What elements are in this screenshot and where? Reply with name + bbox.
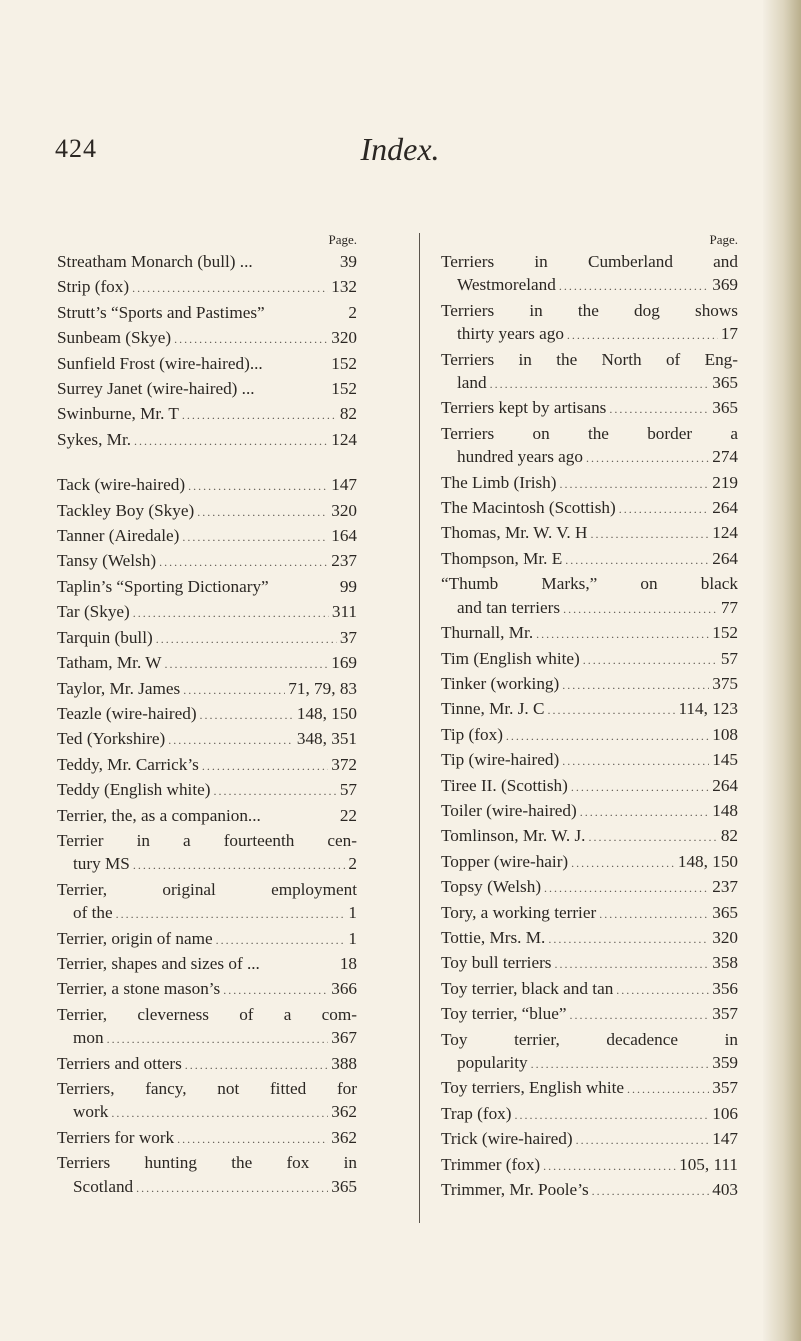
index-entry-term: Tackley Boy (Skye) [57,500,195,520]
index-entry-page: 145 [712,750,738,770]
index-entry-page: 237 [712,877,738,897]
leader-dots [132,277,328,300]
leader-dots [559,275,709,298]
index-entry-term: Terrier, origin of name [57,928,213,948]
index-entry-term: Toiler (wire-haired) [441,800,577,820]
index-entry-first-line: “Thumb Marks,” on black [441,574,738,594]
index-entry-page: 37 [339,627,357,647]
index-entry-term: Terrier, the, as a companion... [57,805,261,825]
index-entry-page: 367 [331,1028,357,1048]
index-entry-page: 320 [331,328,357,348]
index-entry-term: Streatham Monarch (bull) ... [57,252,253,271]
leader-dots [182,526,328,549]
index-entry-page: 264 [712,775,738,795]
index-entry [441,799,738,824]
index-entry-page: 369 [712,275,738,295]
index-entry [441,824,738,849]
index-entry-term: Trap (fox) [441,1103,512,1123]
index-entry-page: 365 [331,1176,357,1196]
index-entry [57,1126,357,1151]
index-entry-page: 2 [348,854,357,874]
index-entry-term: Sunfield Frost (wire-haired)... [57,353,263,373]
leader-dots [159,551,328,574]
index-entry-term: thirty years ago [457,324,564,344]
index-entry [441,521,738,546]
index-entry-page: 237 [331,551,357,571]
index-entry [57,499,357,524]
index-entry-term: Sykes, Mr. [57,429,132,449]
index-entry [57,352,357,377]
index-entry-page: 365 [712,902,738,922]
index-entry-term: Thurnall, Mr. [441,623,534,643]
index-entry [57,428,357,453]
leader-dots [177,1128,328,1151]
index-entry-term: Tory, a working terrier [441,902,597,922]
index-entry [441,672,738,697]
index-entry-term: Trimmer, Mr. Poole’s [441,1180,589,1200]
leader-dots [202,755,328,778]
leader-dots [590,523,709,546]
index-entry-page: 39 [339,252,357,271]
index-entry-page: 57 [339,780,357,800]
leader-dots [168,729,294,752]
index-entry-term: Teazle (wire-haired) [57,703,197,723]
leader-dots [107,1028,329,1051]
leader-dots [174,328,328,351]
leader-dots [134,430,328,453]
leader-dots [627,1078,709,1101]
index-entry [57,804,357,829]
index-entry-first-line: Terriers in the dog shows [441,300,738,320]
index-entry-page: 148 [712,800,738,820]
index-entry-term: tury MS [73,854,130,874]
leader-dots [536,623,709,646]
leader-dots [133,854,346,877]
page-edge-shadow [763,0,801,1341]
index-entry-term: Trimmer (fox) [441,1154,541,1174]
index-entry [57,1077,357,1126]
leader-dots [490,373,710,396]
index-entry [57,377,357,402]
index-entry-page: 358 [712,953,738,973]
index-entry-term: Toy terriers, English white [441,1078,625,1098]
index-entry-page: 148, 150 [296,703,357,723]
index-entry [441,1002,738,1027]
leader-dots [554,953,709,976]
leader-dots [583,649,718,672]
leader-dots [182,404,337,427]
index-entry [441,1178,738,1203]
index-entry-first-line: Terriers in Cumberland and [441,252,738,271]
index-entry-term: Toy terrier, “blue” [441,1004,567,1024]
leader-dots [547,699,675,722]
index-entry-term: The Limb (Irish) [441,472,557,492]
index-entry-page: 403 [712,1180,738,1200]
index-entry [441,1028,738,1077]
index-entry-first-line: Terriers in the North of Eng- [441,349,738,369]
index-entry-term: Terriers kept by artisans [441,398,607,418]
index-entry-page: 105, 111 [679,1154,738,1174]
leader-dots [116,903,346,926]
leader-dots [183,679,285,702]
index-entry-page: 82 [720,826,738,846]
index-entry-page: 147 [331,475,357,495]
index-entry [441,422,738,471]
leader-dots [197,501,328,524]
leader-dots [223,979,328,1002]
index-entry [57,549,357,574]
index-entry-page: 365 [712,398,738,418]
index-entry-term: Toy bull terriers [441,953,552,973]
leader-dots [592,1180,710,1203]
index-entry [441,951,738,976]
index-entry-term: Tatham, Mr. W [57,653,162,673]
index-entry [441,723,738,748]
index-entry [57,1003,357,1052]
index-entry-term: Teddy, Mr. Carrick’s [57,754,199,774]
index-entry-term: Toy terrier, black and tan [441,978,614,998]
index-entry [441,1076,738,1101]
leader-dots [543,1155,676,1178]
index-entry [441,621,738,646]
index-entry [57,651,357,676]
index-entry-page: 388 [331,1053,357,1073]
index-entry [57,878,357,927]
leader-dots [164,653,328,676]
leader-dots [544,877,709,900]
index-entry-page: 365 [712,373,738,393]
index-entry [441,1127,738,1152]
index-entry-page: 264 [712,498,738,518]
index-entry [57,301,357,326]
index-entry-term: Tarquin (bull) [57,627,153,647]
index-entry-page: 348, 351 [296,729,357,749]
index-entry-page: 124 [331,429,357,449]
index-entry [441,774,738,799]
leader-dots [562,750,709,773]
leader-dots [133,602,329,625]
index-entry [441,926,738,951]
index-entry-term: Terriers for work [57,1127,175,1147]
index-entry-page: 17 [720,324,738,344]
index-entry [441,748,738,773]
index-entry [441,471,738,496]
index-entry [441,396,738,421]
index-entry-term: Scotland [73,1176,134,1196]
index-entry-term: Tar (Skye) [57,602,130,622]
running-title: Index. [360,131,440,167]
index-entry-term: Topsy (Welsh) [441,877,542,897]
leader-dots [571,776,709,799]
index-entry-term: The Macintosh (Scottish) [441,498,616,518]
index-entry [441,250,738,299]
index-entry [57,1052,357,1077]
index-entry-term: Tinne, Mr. J. C [441,699,545,719]
leader-dots [188,475,328,498]
index-entry-page: 372 [331,754,357,774]
index-entry-page: 357 [712,1078,738,1098]
index-entry [57,952,357,977]
leader-dots [185,1054,328,1077]
index-entry-first-line: Toy terrier, decadence in [441,1029,738,1049]
index-entry-term: Tansy (Welsh) [57,551,157,571]
index-entry-page: 1 [348,903,357,923]
index-entry-page: 2 [348,302,357,322]
page-column-label: Page. [328,232,357,247]
leader-dots [216,929,346,952]
index-entry-term: Terriers and otters [57,1053,182,1073]
index-entry-page: 375 [712,673,738,693]
index-entry [57,927,357,952]
index-entry [57,778,357,803]
index-entry-page: 152 [331,379,357,399]
index-entry [441,977,738,1002]
index-entry-term: mon [73,1028,104,1048]
index-column-right [441,218,738,1203]
index-entry-page: 320 [331,500,357,520]
index-entry [57,677,357,702]
index-entry [57,753,357,778]
index-entry-page: 124 [712,523,738,543]
leader-dots [560,473,710,496]
index-entry-term: Strip (fox) [57,277,130,297]
index-entry-term: Tim (English white) [441,648,580,668]
index-entries-left [57,250,357,1200]
index-entry [441,299,738,348]
leader-dots [599,903,709,926]
leader-dots [616,979,709,1002]
index-entry-first-line: Terriers, fancy, not fitted for [57,1079,357,1098]
index-entry [441,348,738,397]
index-entry-term: Taplin’s “Sporting Dictionary” [57,576,269,596]
index-entry-page: 320 [712,927,738,947]
page-column-label: Page. [709,232,738,247]
index-entry-page: 77 [720,597,738,617]
index-entry [441,496,738,521]
index-entry [441,647,738,672]
index-entry-page: 152 [331,353,357,373]
index-entry-page: 169 [331,653,357,673]
index-entry [57,402,357,427]
index-entry [441,901,738,926]
index-entry-page: 356 [712,978,738,998]
leader-dots [609,398,709,421]
leader-dots [515,1104,710,1127]
leader-dots [580,801,709,824]
leader-dots [136,1177,328,1200]
leader-dots [576,1129,710,1152]
leader-dots [213,780,336,803]
leader-dots [200,704,294,727]
index-entries-right [441,250,738,1203]
index-entry [57,524,357,549]
index-entry [57,326,357,351]
leader-dots [588,826,717,849]
index-column-left [57,218,357,1200]
index-entry-page: 99 [339,576,357,596]
index-entry-page: 114, 123 [678,699,738,719]
section-gap [57,453,357,473]
index-entry-term: and tan terriers [457,597,561,617]
index-entry-page: 359 [712,1053,738,1072]
index-entry [57,250,357,275]
index-entry-first-line: Terriers on the border a [441,423,738,443]
index-entry-term: Tinker (working) [441,673,560,693]
index-entry-term: Tack (wire-haired) [57,475,186,495]
index-entry-first-line: Terriers hunting the fox in [57,1153,357,1173]
index-entry [57,575,357,600]
index-entry-page: 152 [712,623,738,643]
index-entry [441,1102,738,1127]
index-entry-term: Topper (wire-hair) [441,851,569,871]
index-entry-first-line: Terrier, cleverness of a com- [57,1004,357,1024]
index-entry-term: Thomas, Mr. W. V. H [441,523,588,543]
index-entry-page: 362 [331,1127,357,1147]
leader-dots [548,928,709,951]
index-entry-term: Tomlinson, Mr. W. J. [441,826,586,846]
index-entry-term: Strutt’s “Sports and Pastimes” [57,302,265,322]
index-entry-term: Tottie, Mrs. M. [441,927,546,947]
index-entry-term: Trick (wire-haired) [441,1129,573,1149]
leader-dots [563,598,718,621]
index-entry-term: Teddy (English white) [57,780,211,800]
index-entry [57,977,357,1002]
index-entry-page: 366 [331,979,357,999]
index-entry [57,626,357,651]
leader-dots [156,628,337,651]
index-entry-page: 82 [339,404,357,424]
index-entry-page: 108 [712,724,738,744]
index-entry [57,829,357,878]
index-entry-page: 148, 150 [677,851,738,871]
index-entry-page: 147 [712,1129,738,1149]
index-entry [441,547,738,572]
index-entry [441,875,738,900]
index-entry-term: of the [73,903,113,923]
index-entry [57,600,357,625]
index-entry [441,572,738,621]
index-entry-page: 132 [331,277,357,297]
leader-dots [565,549,709,572]
index-entry-term: work [73,1102,109,1122]
leader-dots [562,674,709,697]
index-entry [57,1151,357,1200]
index-entry [441,850,738,875]
leader-dots [619,498,710,521]
index-entry [57,473,357,498]
index-entry-page: 164 [331,526,357,546]
page-number: 424 [55,134,97,163]
index-entry-page: 1 [348,928,357,948]
page-header [55,127,745,171]
leader-dots [571,852,675,875]
index-entry-page: 311 [331,602,357,622]
index-entry-term: Thompson, Mr. E [441,548,563,568]
index-entry-term: popularity [457,1053,528,1072]
leader-dots [506,725,709,748]
index-entry-page: 57 [720,648,738,668]
index-entry-page: 274 [712,447,738,467]
index-entry-term: hundred years ago [457,447,583,467]
index-entry [57,702,357,727]
index-entry-term: Sunbeam (Skye) [57,328,172,348]
index-entry [57,727,357,752]
index-entry-first-line: Terrier in a fourteenth cen- [57,830,357,850]
index-entry-term: Taylor, Mr. James [57,678,181,698]
index-entry-term: Tip (fox) [441,724,503,744]
leader-dots [567,324,718,347]
index-entry-page: 357 [712,1004,738,1024]
index-entry-page: 362 [331,1102,357,1122]
leader-dots [586,447,709,470]
index-entry [441,1153,738,1178]
leader-dots [570,1004,710,1027]
column-divider [419,233,420,1223]
index-entry-page: 71, 79, 83 [288,678,357,698]
index-entry-page: 219 [712,472,738,492]
index-entry-term: Swinburne, Mr. T [57,404,179,424]
leader-dots [531,1053,710,1076]
index-entry-page: 106 [712,1103,738,1123]
index-entry-first-line: Terrier, original employment [57,879,357,899]
index-entry-term: Surrey Janet (wire-haired) ... [57,379,255,399]
index-entry [441,697,738,722]
leader-dots [111,1102,328,1125]
index-entry-page: 18 [339,953,357,973]
index-entry-term: Ted (Yorkshire) [57,729,166,749]
index-entry-term: Tip (wire-haired) [441,750,560,770]
index-entry-term: Tiree II. (Scottish) [441,775,568,795]
index-entry-term: land [457,373,487,393]
index-entry-term: Terrier, a stone mason’s [57,979,221,999]
index-entry [57,275,357,300]
index-entry-term: Tanner (Airedale) [57,526,180,546]
index-entry-page: 264 [712,548,738,568]
index-entry-page: 22 [339,805,357,825]
index-entry-term: Westmoreland [457,275,556,295]
index-entry-term: Terrier, shapes and sizes of ... [57,953,260,973]
